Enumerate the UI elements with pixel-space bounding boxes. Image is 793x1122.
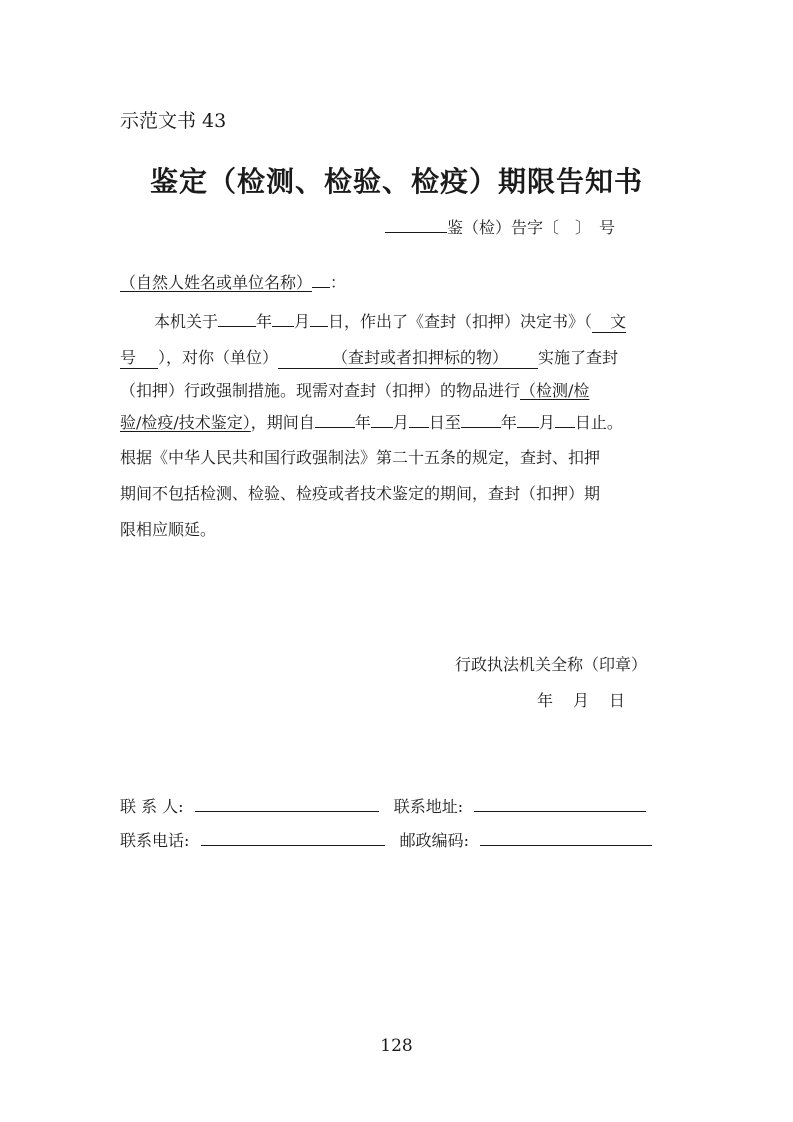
document-number-prefix-blank bbox=[385, 215, 447, 233]
contact-phone-label: 联系电话: bbox=[120, 831, 190, 850]
contact-row-2 bbox=[120, 827, 652, 851]
inspection-type-text: （检测/检 bbox=[520, 381, 590, 400]
body-line-2 bbox=[120, 345, 618, 369]
seized-item-blank bbox=[278, 345, 538, 369]
body-text: 实施了查封 bbox=[538, 348, 619, 367]
body-line-7: 限相应顺延。 bbox=[120, 520, 217, 539]
document-number-text: 鉴（检）告字〔 〕 号 bbox=[447, 218, 616, 237]
document-number bbox=[385, 215, 615, 238]
body-text: 号 bbox=[120, 348, 137, 367]
postcode-field[interactable] bbox=[480, 827, 652, 846]
body-text: 日至 bbox=[428, 413, 461, 432]
end-day-blank bbox=[555, 410, 575, 428]
body-line-4 bbox=[120, 410, 623, 433]
body-line-5: 根据《中华人民共和国行政强制法》第二十五条的规定，查封、扣押 bbox=[120, 448, 601, 467]
date-day: 日 bbox=[609, 691, 626, 710]
year-blank bbox=[218, 309, 256, 327]
contact-person-field[interactable] bbox=[195, 793, 379, 812]
inspection-type-text: 验/检疫/技术鉴定） bbox=[120, 413, 251, 432]
body-text: 日止。 bbox=[574, 413, 623, 432]
date-year: 年 bbox=[537, 691, 554, 710]
month-blank bbox=[272, 309, 294, 327]
doc-ref-blank-cont bbox=[120, 345, 158, 369]
recipient-line bbox=[120, 270, 346, 293]
body-text: ，期间自 bbox=[250, 413, 315, 432]
authority-signature: 行政执法机关全称（印章） bbox=[455, 655, 648, 674]
contact-person-label: 联 系 人: bbox=[120, 797, 184, 816]
day-blank bbox=[310, 309, 328, 327]
postcode-label: 邮政编码: bbox=[399, 831, 469, 850]
body-text: （扣押）行政强制措施。现需对查封（扣押）的物品进行 bbox=[120, 381, 521, 400]
body-text: 年 bbox=[500, 413, 517, 432]
body-text: 本机关于 bbox=[154, 312, 219, 331]
body-text: 日，作出了《查封（扣押）决定书》（ bbox=[328, 312, 593, 331]
body-line-6: 期间不包括检测、检验、检疫或者技术鉴定的期间，查封（扣押）期 bbox=[120, 484, 601, 503]
body-text: 年 bbox=[256, 312, 273, 331]
end-month-blank bbox=[517, 410, 539, 428]
contact-row-1 bbox=[120, 793, 646, 817]
body-text: （查封或者扣押标的物） bbox=[332, 348, 509, 367]
contact-phone-field[interactable] bbox=[201, 827, 385, 846]
doc-ref-blank bbox=[592, 309, 626, 333]
recipient-suffix: ： bbox=[330, 273, 347, 292]
body-line-3 bbox=[120, 378, 589, 401]
date-month: 月 bbox=[573, 691, 590, 710]
body-text: 月 bbox=[538, 413, 555, 432]
body-text: ），对你（单位） bbox=[158, 348, 279, 367]
start-year-blank bbox=[315, 410, 355, 428]
end-year-blank bbox=[461, 410, 501, 428]
recipient-placeholder: （自然人姓名或单位名称） bbox=[120, 273, 313, 292]
contact-address-field[interactable] bbox=[474, 793, 646, 812]
body-text: 文 bbox=[610, 312, 627, 331]
page-number: 128 bbox=[380, 1036, 413, 1056]
document-title: 鉴定（检测、检验、检疫）期限告知书 bbox=[149, 165, 643, 198]
start-day-blank bbox=[409, 410, 429, 428]
body-text: 月 bbox=[294, 312, 311, 331]
body-text: 年 bbox=[354, 413, 371, 432]
start-month-blank bbox=[371, 410, 393, 428]
series-label: 示范文书 43 bbox=[120, 110, 227, 132]
recipient-trailing-blank bbox=[312, 270, 330, 288]
signature-date bbox=[537, 688, 645, 711]
contact-address-label: 联系地址: bbox=[393, 797, 464, 816]
body-text: 月 bbox=[392, 413, 409, 432]
body-line-1 bbox=[154, 309, 626, 333]
